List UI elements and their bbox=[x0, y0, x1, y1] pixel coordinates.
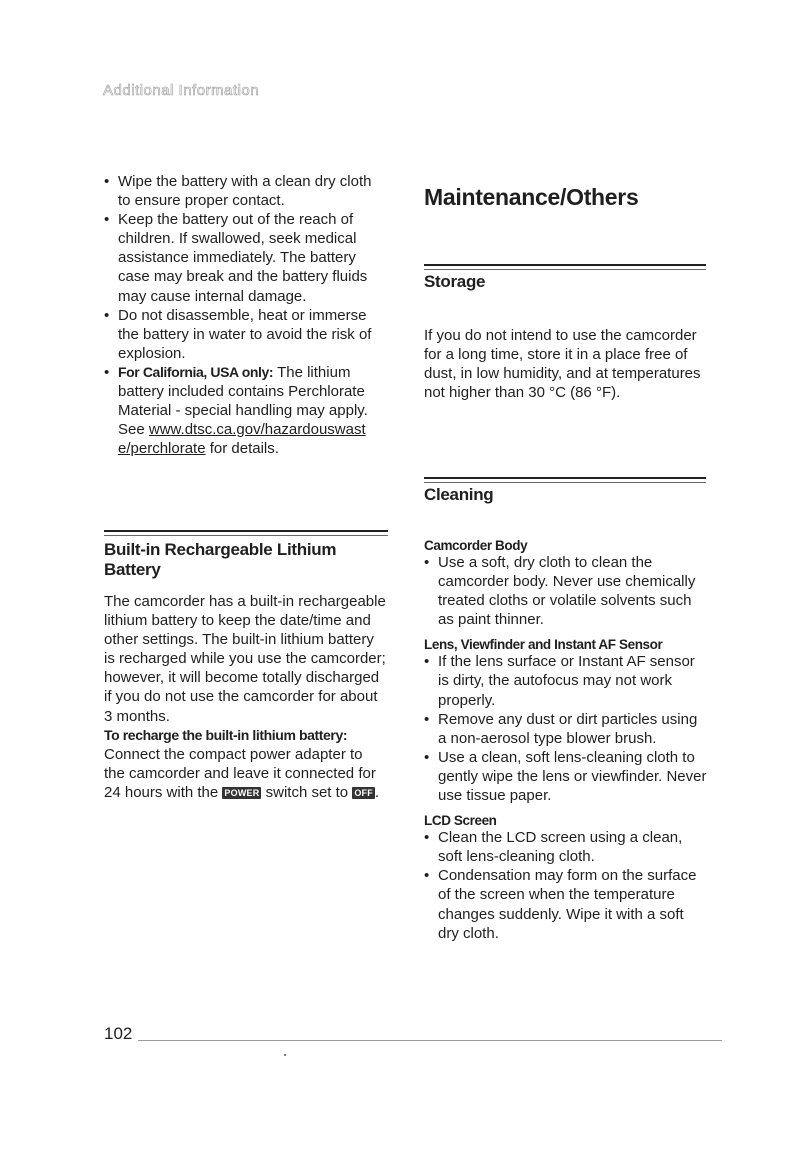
list-item: • Wipe the battery with a clean dry cloth to ensure proper contact. bbox=[104, 172, 374, 210]
california-text: The lithium battery included contains Perchlorate Material - special handling may apply. See bbox=[118, 363, 368, 439]
storage-rule-thin bbox=[424, 269, 706, 270]
builtin-battery-title: Built-in Rechargeable Lithium Battery bbox=[104, 540, 337, 579]
perchlorate-link[interactable]: www.dtsc.ca.gov/hazardouswaste/perchlorate bbox=[118, 421, 366, 458]
list-item: • Use a clean, soft lens-cleaning cloth to gently wipe the lens or viewfinder. Never use tissue paper. bbox=[424, 748, 708, 805]
lens-heading: Lens, Viewfinder and Instant AF Sensor bbox=[424, 637, 663, 653]
storage-rule bbox=[424, 264, 706, 266]
recharge-end: . bbox=[374, 783, 380, 801]
page-title: Maintenance/Others bbox=[424, 184, 639, 210]
recharge-text-2: switch set to bbox=[265, 783, 349, 801]
recharge-text: Connect the compact power adapter to the camcorder and leave it connected for 24 hours with the bbox=[104, 745, 376, 801]
list-item: • If the lens surface or Instant AF sensor is dirty, the autofocus may not work properly. bbox=[424, 652, 708, 709]
section-rule bbox=[104, 530, 388, 532]
storage-title: Storage bbox=[424, 272, 486, 291]
california-label: For California, USA only: bbox=[118, 363, 274, 380]
recharge-paragraph bbox=[104, 745, 386, 802]
page-number: 102 bbox=[104, 1024, 133, 1043]
scan-speck bbox=[284, 1054, 286, 1056]
list-item-california bbox=[104, 363, 374, 458]
list-item: • Clean the LCD screen using a clean, soft lens-cleaning cloth. bbox=[424, 828, 708, 866]
recharge-heading: To recharge the built-in lithium battery: bbox=[104, 726, 348, 743]
list-item: • Keep the battery out of the reach of children. If swallowed, seek medical assistance immediately. The battery case may break and the battery fluids may cause internal damage. bbox=[104, 210, 374, 305]
power-switch-icon: POWER bbox=[224, 787, 260, 798]
camcorder-body-heading: Camcorder Body bbox=[424, 538, 528, 553]
cleaning-title: Cleaning bbox=[424, 485, 494, 504]
cleaning-rule bbox=[424, 477, 706, 479]
cleaning-rule-thin bbox=[424, 482, 706, 483]
list-item: • Do not disassemble, heat or immerse the battery in water to avoid the risk of explosion. bbox=[104, 306, 374, 363]
california-text-end: for details. bbox=[209, 440, 279, 458]
lcd-heading: LCD Screen bbox=[424, 813, 497, 829]
section-rule-thin bbox=[104, 535, 388, 536]
list-item: • Condensation may form on the surface of the screen when the temperature changes suddenly. Wipe it with a soft dry cloth. bbox=[424, 866, 708, 942]
list-item: • Remove any dust or dirt particles using a non-aerosol type blower brush. bbox=[424, 710, 708, 748]
builtin-battery-body bbox=[104, 592, 386, 802]
list-item: • Use a soft, dry cloth to clean the camcorder body. Never use chemically treated cloths or volatile solvents such as paint thinner. bbox=[424, 553, 708, 629]
footer-rule bbox=[138, 1040, 722, 1041]
running-head: Additional Information bbox=[103, 82, 260, 99]
off-position-icon: OFF bbox=[354, 787, 373, 798]
cleaning-content bbox=[424, 538, 708, 943]
storage-paragraph: If you do not intend to use the camcorder for a long time, store it in a place free of dust, in low humidity, and at temperatures not higher than 30 °C (86 °F). bbox=[424, 327, 701, 402]
battery-care-list bbox=[104, 172, 374, 458]
builtin-battery-paragraph: The camcorder has a built-in rechargeable lithium battery to keep the date/time and other settings. The built-in lithium battery is recharged while you use the camcorder; however, it will become totally discharged if you do not use the camcorder for about 3 months. bbox=[104, 593, 386, 725]
